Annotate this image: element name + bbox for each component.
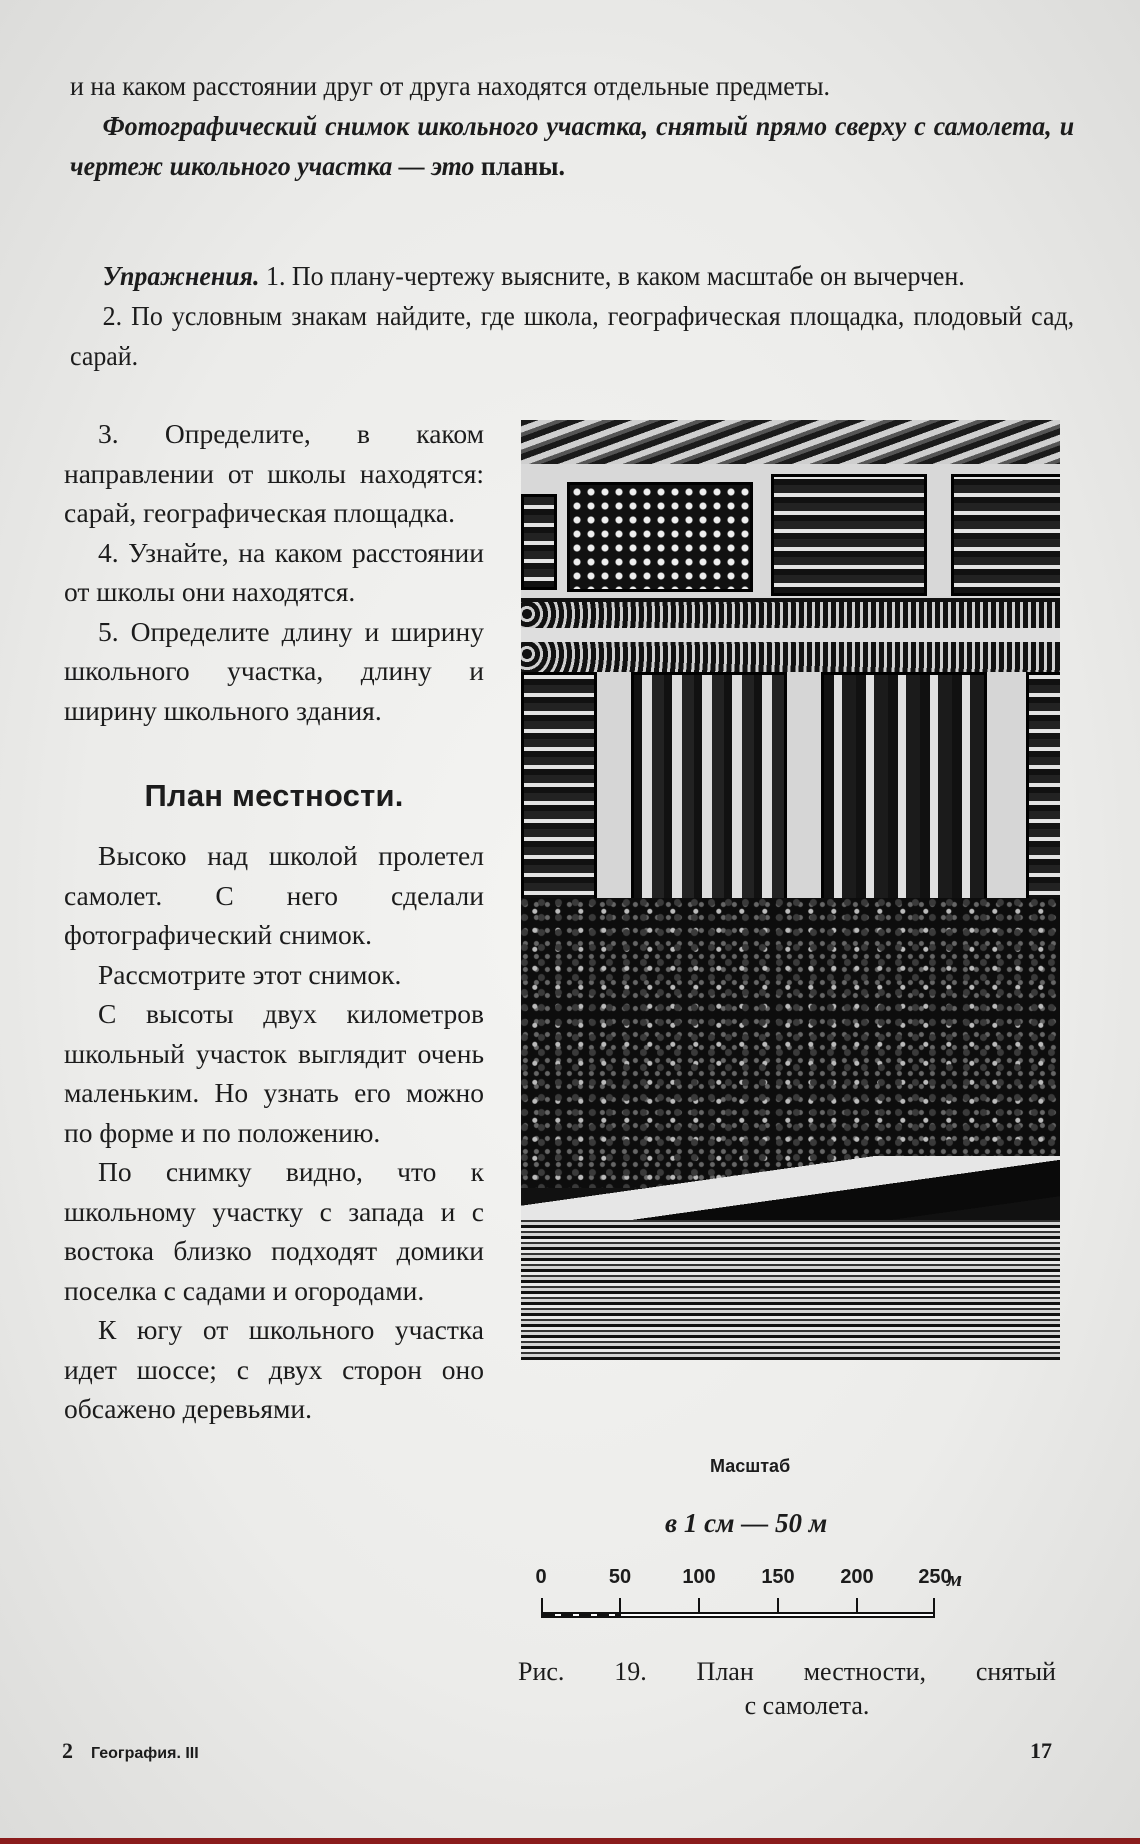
section-paragraph: Высоко над школой пролетел самолет. С него сделали фотографический снимок. [64,840,484,950]
bottom-border [0,1838,1140,1844]
house-block [631,672,787,904]
top-blocks [521,464,1060,598]
tree-row [521,602,1060,628]
section-paragraph: К югу от школьного участка идет шоссе; с двух сторон оно обсажено деревьями. [64,1314,484,1424]
scale-line [541,1612,935,1618]
scale-bar [535,1566,1001,1626]
house-block [1026,672,1060,904]
exercises-block [70,256,1075,376]
village-blocks [521,672,1060,898]
caption-line-2: с самолета. [744,1691,870,1720]
scale-tick-label: 250 [918,1566,952,1588]
scale-tick-label: 200 [840,1566,874,1588]
scale-title: Масштаб [710,1456,791,1476]
house-block [771,474,927,596]
page-number: 17 [1030,1738,1052,1763]
scale-unit: м [947,1566,963,1591]
definition-italic: Фотографический снимок школьного участка, снятый прямо сверху с самолета, и чертеж школьного участка — это [70,111,1075,181]
house-block [521,494,557,590]
printer-signature [62,1738,199,1764]
left-column [64,414,484,1429]
definition-paragraph [70,106,1074,186]
scale-tick-label: 0 [535,1566,547,1588]
caption-word: местности, [803,1657,926,1686]
house-block [951,474,1060,596]
exercise-2: 2. По условным знакам найдите, где школа, географическая площадка, плодовый сад, сарай. [70,301,1075,371]
top-text [70,66,1075,186]
school-orchard-block [567,482,753,592]
definition-bold-term: планы. [480,151,565,181]
top-road [521,420,1060,464]
continuation-paragraph: и на каком расстоянии друг от друга находятся отдельные предметы. [70,71,831,101]
section-paragraph: С высоты двух километров школьный участок выглядит очень маленьким. Но узнать его можно по форме и по положению. [64,998,484,1148]
scale-tick-label: 100 [682,1566,716,1588]
exercise-5: 5. Определите длину и ширину школьного участка, длину и ширину школьного здания. [64,615,484,726]
caption-word: План [696,1657,754,1686]
signature-text: География. III [91,1745,199,1762]
forest [521,898,1060,1188]
caption-word: снятый [975,1657,1056,1686]
highway [521,628,1060,642]
scale-tick-label: 50 [608,1566,632,1588]
scale-ratio: в 1 см — 50 м [665,1508,828,1538]
tree-row [521,642,1060,672]
figure-caption [518,1655,1056,1723]
house-block [821,672,987,904]
scale-tick-label: 150 [761,1566,795,1588]
section-title: План местности. [144,778,404,813]
exercise-1-text: 1. По плану-чертежу выясните, в каком масштабе он вычерчен. [265,261,965,291]
exercise-3: 3. Определите, в каком направлении от школы находятся: сарай, географическая площадка. [64,418,484,528]
caption-word: 19. [614,1657,647,1686]
signature-number: 2 [62,1738,73,1763]
section-paragraph: По снимку видно, что к школьному участку с запада и с востока близко подходят домики поселка с садами и огородами. [64,1156,484,1306]
aerial-photo [521,420,1060,1360]
caption-word: Рис. [518,1657,565,1686]
section-paragraph: Рассмотрите этот снимок. [98,958,402,990]
river [521,1220,1060,1360]
exercise-4: 4. Узнайте, на каком расстоянии от школы они находятся. [64,536,484,607]
exercise-1 [70,256,1074,296]
exercises-heading: Упражнения. [102,261,260,291]
house-block [521,672,597,904]
